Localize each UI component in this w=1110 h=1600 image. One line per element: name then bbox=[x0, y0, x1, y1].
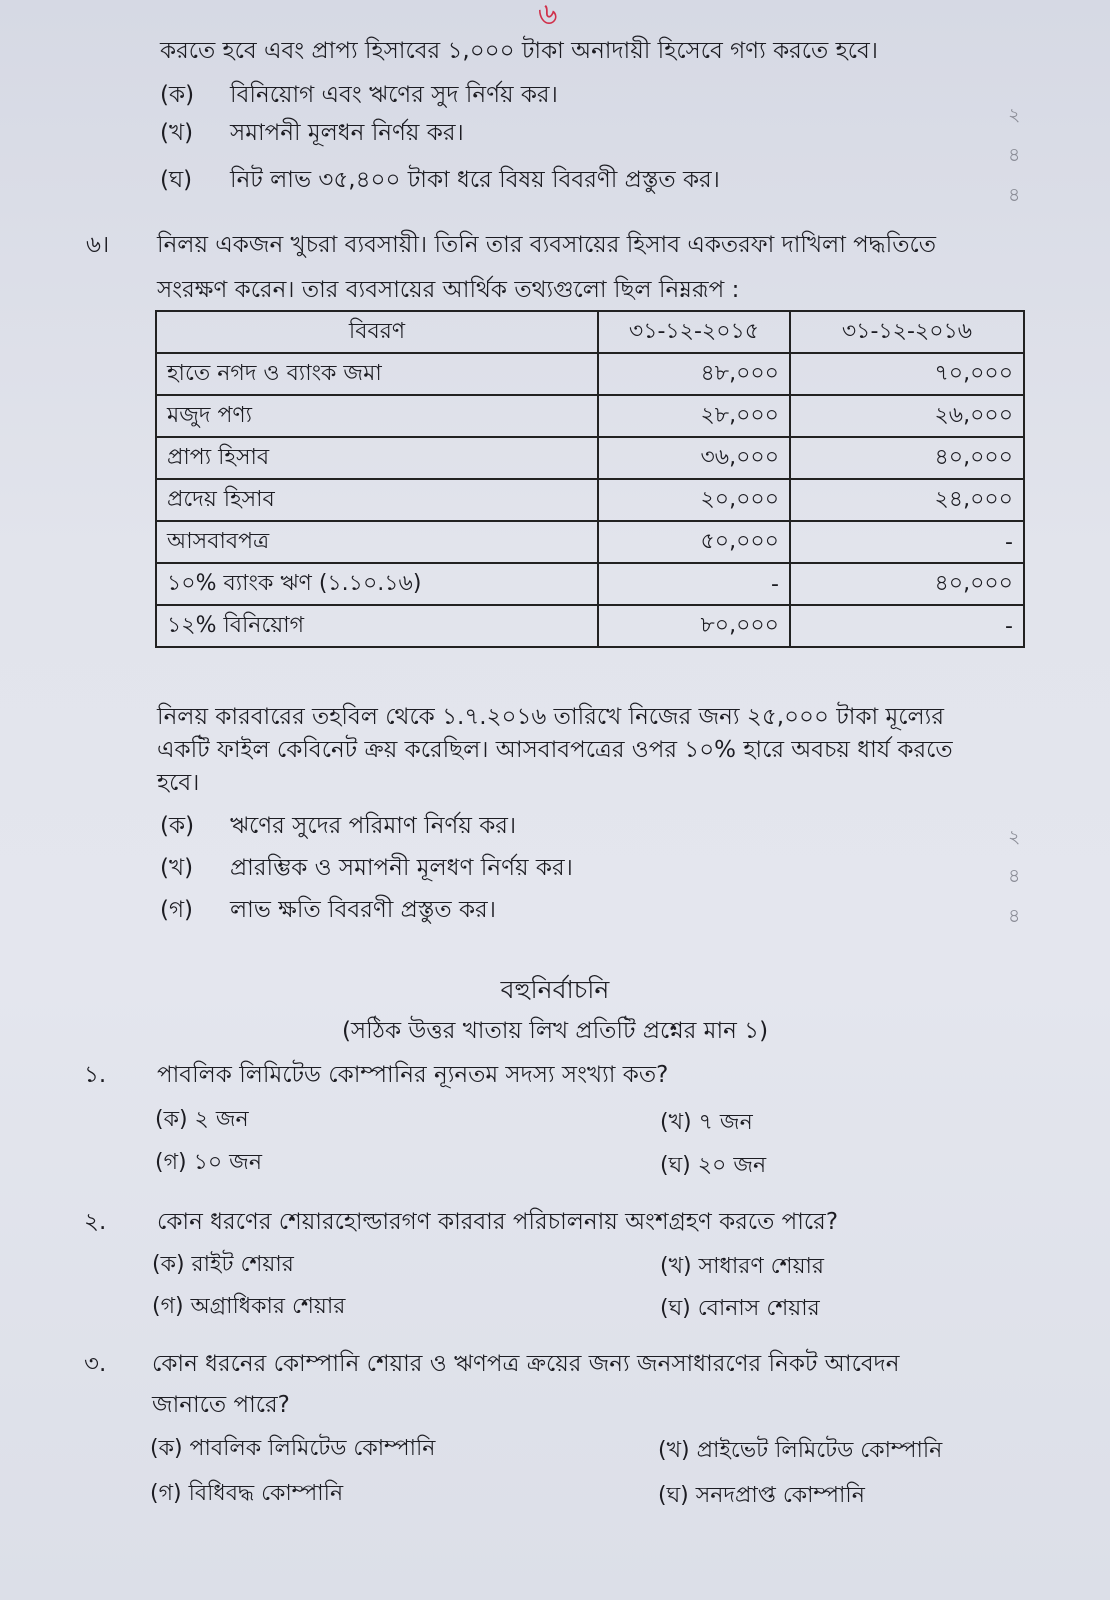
mcq-3-number: ৩. bbox=[84, 1351, 107, 1377]
row-label: আসবাবপত্র bbox=[156, 521, 598, 563]
q5-mark-a: ২ bbox=[1008, 104, 1021, 126]
cell-2016: ৪০,০০০ bbox=[790, 563, 1024, 605]
mcq-1-number: ১. bbox=[84, 1062, 107, 1088]
table-row bbox=[156, 605, 1024, 647]
row-label: ১২% বিনিয়োগ bbox=[156, 605, 598, 647]
q6-para-1: নিলয় কারবারের তহবিল থেকে ১.৭.২০১৬ তারিখে নিজের জন্য ২৫,০০০ টাকা মূল্যের bbox=[157, 704, 944, 730]
row-label: প্রদেয় হিসাব bbox=[156, 479, 598, 521]
mcq-subtitle: (সঠিক উত্তর খাতায় লিখ প্রতিটি প্রশ্নের মান ১) bbox=[341, 1018, 769, 1044]
row-label: হাতে নগদ ও ব্যাংক জমা bbox=[156, 353, 598, 395]
cell-2016: - bbox=[790, 605, 1024, 647]
q5-sub-b: (খ) সমাপনী মূলধন নির্ণয় কর। bbox=[160, 120, 464, 146]
row-label: ১০% ব্যাংক ঋণ (১.১০.১৬) bbox=[156, 563, 598, 605]
table-row bbox=[156, 437, 1024, 479]
q6-sub-b: (খ) প্রারম্ভিক ও সমাপনী মূলধণ নির্ণয় কর। bbox=[160, 855, 573, 881]
mcq-3-option-b: (খ) প্রাইভেট লিমিটেড কোম্পানি bbox=[658, 1438, 943, 1463]
table-row bbox=[156, 395, 1024, 437]
cell-2016: ৪০,০০০ bbox=[790, 437, 1024, 479]
table-header-row bbox=[156, 311, 1024, 353]
mcq-2-option-d: (ঘ) বোনাস শেয়ার bbox=[660, 1296, 820, 1321]
cell-2016: - bbox=[790, 521, 1024, 563]
mcq-2-number: ২. bbox=[84, 1209, 107, 1235]
cell-2016: ৭০,০০০ bbox=[790, 353, 1024, 395]
q6-number: ৬। bbox=[86, 232, 110, 258]
q6-sub-a: (ক) ঋণের সুদের পরিমাণ নির্ণয় কর। bbox=[160, 813, 517, 839]
q6-sub-c: (গ) লাভ ক্ষতি বিবরণী প্রস্তুত কর। bbox=[160, 897, 496, 923]
mcq-2-question: কোন ধরণের শেয়ারহোল্ডারগণ কারবার পরিচালনায় অংশগ্রহণ করতে পারে? bbox=[157, 1209, 839, 1235]
row-label: মজুদ পণ্য bbox=[156, 395, 598, 437]
table-row bbox=[156, 479, 1024, 521]
mcq-1-option-b: (খ) ৭ জন bbox=[660, 1110, 753, 1135]
mcq-title: বহুনির্বাচনি bbox=[500, 975, 610, 1004]
mcq-3-option-c: (গ) বিধিবদ্ধ কোম্পানি bbox=[150, 1481, 344, 1506]
cell-2016: ২৪,০০০ bbox=[790, 479, 1024, 521]
financial-data-table bbox=[155, 310, 1025, 648]
handwritten-red-mark: ৬ bbox=[538, 0, 558, 32]
cell-2016: ২৬,০০০ bbox=[790, 395, 1024, 437]
cell-2015: ৮০,০০০ bbox=[598, 605, 790, 647]
mcq-3-option-a: (ক) পাবলিক লিমিটেড কোম্পানি bbox=[150, 1436, 436, 1461]
mcq-3-option-d: (ঘ) সনদপ্রাপ্ত কোম্পানি bbox=[658, 1483, 865, 1508]
q6-para-3: হবে। bbox=[157, 770, 200, 796]
mcq-2-option-b: (খ) সাধারণ শেয়ার bbox=[660, 1254, 825, 1279]
mcq-2-option-a: (ক) রাইট শেয়ার bbox=[152, 1252, 294, 1277]
q6-para-2: একটি ফাইল কেবিনেট ক্রয় করেছিল। আসবাবপত্রের ওপর ১০% হারে অবচয় ধার্য করতে bbox=[157, 737, 953, 763]
cell-2015: ২৮,০০০ bbox=[598, 395, 790, 437]
q6-mark-c: ৪ bbox=[1008, 905, 1021, 927]
table-row bbox=[156, 353, 1024, 395]
header-2016: ৩১-১২-২০১৬ bbox=[790, 311, 1024, 353]
mcq-1-question: পাবলিক লিমিটেড কোম্পানির ন্যূনতম সদস্য সংখ্যা কত? bbox=[157, 1062, 669, 1088]
header-description: বিবরণ bbox=[156, 311, 598, 353]
mcq-3-question: কোন ধরনের কোম্পানি শেয়ার ও ঋণপত্র ক্রয়ের জন্য জনসাধারণের নিকট আবেদন bbox=[152, 1351, 900, 1377]
table-row bbox=[156, 563, 1024, 605]
cell-2015: ৪৮,০০০ bbox=[598, 353, 790, 395]
mcq-1-option-a: (ক) ২ জন bbox=[155, 1107, 249, 1132]
cell-2015: ৫০,০০০ bbox=[598, 521, 790, 563]
row-label: প্রাপ্য হিসাব bbox=[156, 437, 598, 479]
header-2015: ৩১-১২-২০১৫ bbox=[598, 311, 790, 353]
q6-mark-a: ২ bbox=[1008, 826, 1021, 848]
mcq-3-question-cont: জানাতে পারে? bbox=[152, 1392, 290, 1418]
q5-sub-d: (ঘ) নিট লাভ ৩৫,৪০০ টাকা ধরে বিষয় বিবরণী প্রস্তুত কর। bbox=[160, 167, 720, 193]
q5-mark-d: ৪ bbox=[1008, 184, 1021, 206]
mcq-2-option-c: (গ) অগ্রাধিকার শেয়ার bbox=[152, 1294, 346, 1319]
cell-2015: - bbox=[598, 563, 790, 605]
q6-intro-1: নিলয় একজন খুচরা ব্যবসায়ী। তিনি তার ব্যবসায়ের হিসাব একতরফা দাখিলা পদ্ধতিতে bbox=[157, 232, 936, 258]
q5-tail-line: করতে হবে এবং প্রাপ্য হিসাবের ১,০০০ টাকা অনাদায়ী হিসেবে গণ্য করতে হবে। bbox=[160, 38, 878, 64]
cell-2015: ৩৬,০০০ bbox=[598, 437, 790, 479]
mcq-1-option-d: (ঘ) ২০ জন bbox=[660, 1153, 767, 1178]
cell-2015: ২০,০০০ bbox=[598, 479, 790, 521]
q6-intro-2: সংরক্ষণ করেন। তার ব্যবসায়ের আর্থিক তথ্যগুলো ছিল নিম্নরূপ : bbox=[157, 277, 740, 303]
mcq-1-option-c: (গ) ১০ জন bbox=[155, 1150, 262, 1175]
q5-mark-b: ৪ bbox=[1008, 144, 1021, 166]
q5-sub-a: (ক) বিনিয়োগ এবং ঋণের সুদ নির্ণয় কর। bbox=[160, 82, 558, 108]
table-row bbox=[156, 521, 1024, 563]
q6-mark-b: ৪ bbox=[1008, 865, 1021, 887]
